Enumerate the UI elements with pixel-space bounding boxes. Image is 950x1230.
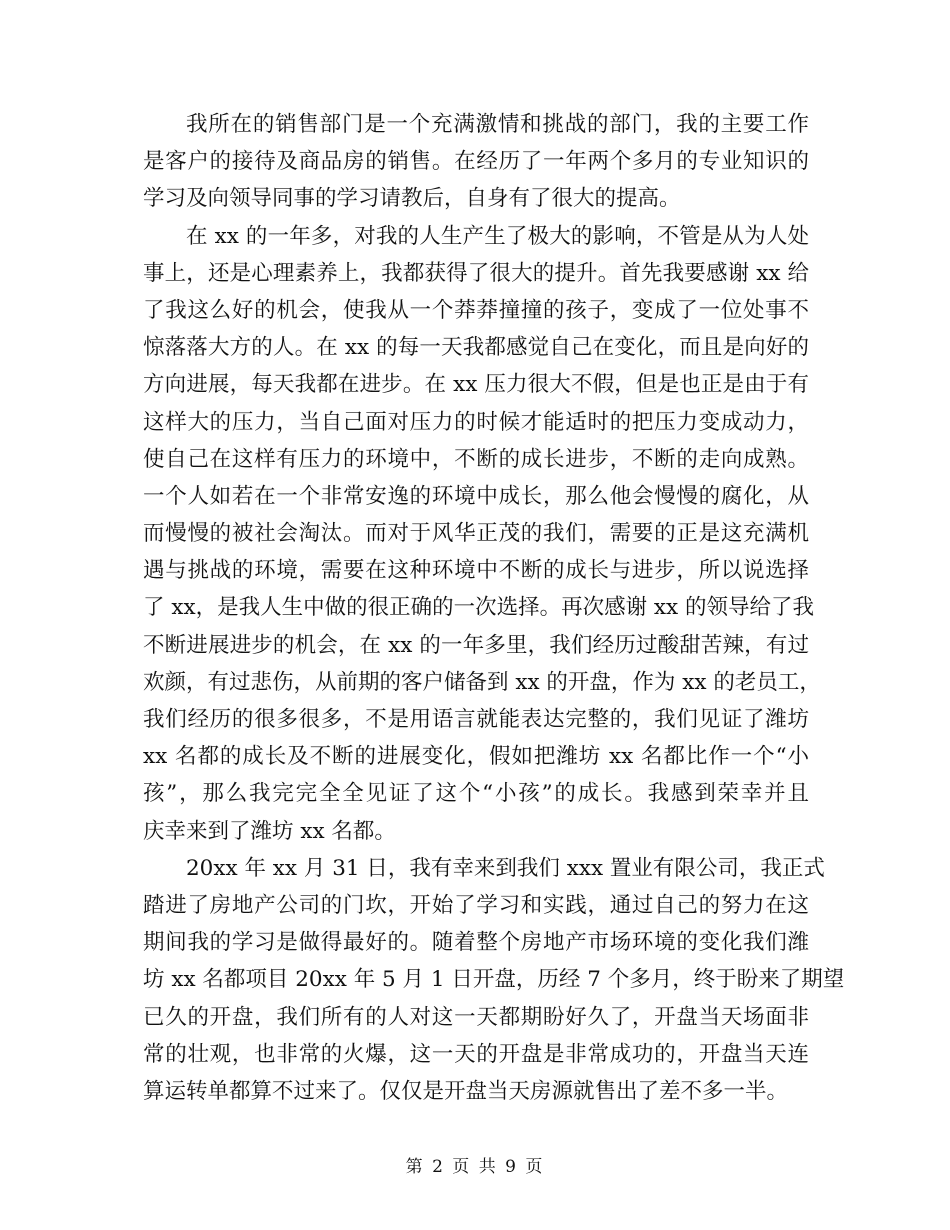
text-line: 在 xx 的一年多，对我的人生产生了极大的影响，不管是从为人处 xyxy=(186,223,809,249)
text-line: 这样大的压力，当自己面对压力的时候才能适时的把压力变成动力， xyxy=(143,409,809,435)
text-line: 庆幸来到了潍坊 xx 名都。 xyxy=(143,818,396,844)
text-line: 不断进展进步的机会，在 xx 的一年多里，我们经历过酸甜苦辣，有过 xyxy=(143,632,809,658)
text-line: 方向进展，每天我都在进步。在 xx 压力很大不假，但是也正是由于有 xyxy=(143,372,809,398)
paragraph-3 xyxy=(143,850,845,1110)
text-line: 20xx 年 xx 月 31 日，我有幸来到我们 xxx 置业有限公司，我正式 xyxy=(186,855,825,881)
text-line: 已久的开盘，我们所有的人对这一天都期盼好久了，开盘当天场面非 xyxy=(143,1004,809,1030)
text-line: 期间我的学习是做得最好的。随着整个房地产市场环境的变化我们潍 xyxy=(143,930,809,956)
text-line: 事上，还是心理素养上，我都获得了很大的提升。首先我要感谢 xx 给 xyxy=(143,260,809,286)
text-line: 是客户的接待及商品房的销售。在经历了一年两个多月的专业知识的 xyxy=(143,149,809,175)
text-line: 了 xx，是我人生中做的很正确的一次选择。再次感谢 xx 的领导给了我 xyxy=(143,595,815,621)
text-line: 踏进了房地产公司的门坎，开始了学习和实践，通过自己的努力在这 xyxy=(143,892,809,918)
text-line: 遇与挑战的环境，需要在这种环境中不断的成长与进步，所以说选择 xyxy=(143,558,809,584)
page-number-footer: 第 2 页 共 9 页 xyxy=(405,1157,545,1177)
paragraph-1 xyxy=(143,106,809,218)
text-line: 孩”，那么我完完全全见证了这个“小孩”的成长。我感到荣幸并且 xyxy=(143,781,809,807)
text-line: 常的壮观，也非常的火爆，这一天的开盘是非常成功的，开盘当天连 xyxy=(143,1041,809,1067)
text-line: 学习及向领导同事的学习请教后，自身有了很大的提高。 xyxy=(143,186,681,212)
text-line: 我所在的销售部门是一个充满激情和挑战的部门，我的主要工作 xyxy=(186,112,809,137)
text-line: 我们经历的很多很多，不是用语言就能表达完整的，我们见证了潍坊 xyxy=(143,707,809,732)
text-line: xx 名都的成长及不断的进展变化，假如把潍坊 xx 名都比作一个“小 xyxy=(143,744,809,770)
text-line: 坊 xx 名都项目 20xx 年 5 月 1 日开盘，历经 7 个多月，终于盼来了期望 xyxy=(143,967,845,993)
text-line: 了我这么好的机会，使我从一个莽莽撞撞的孩子，变成了一位处事不 xyxy=(143,297,809,323)
text-line: 一个人如若在一个非常安逸的环境中成长，那么他会慢慢的腐化，从 xyxy=(143,483,809,509)
text-line: 惊落落大方的人。在 xx 的每一天我都感觉自己在变化，而且是向好的 xyxy=(143,335,809,361)
text-line: 欢颜，有过悲伤，从前期的客户储备到 xx 的开盘，作为 xx 的老员工， xyxy=(143,669,821,695)
document-body xyxy=(143,106,845,1110)
text-line: 算运转单都算不过来了。仅仅是开盘当天房源就售出了差不多一半。 xyxy=(143,1078,789,1104)
text-line: 而慢慢的被社会淘汰。而对于风华正茂的我们，需要的正是这充满机 xyxy=(143,521,809,547)
paragraph-2 xyxy=(143,218,821,850)
text-line: 使自己在这样有压力的环境中，不断的成长进步，不断的走向成熟。 xyxy=(143,446,809,472)
